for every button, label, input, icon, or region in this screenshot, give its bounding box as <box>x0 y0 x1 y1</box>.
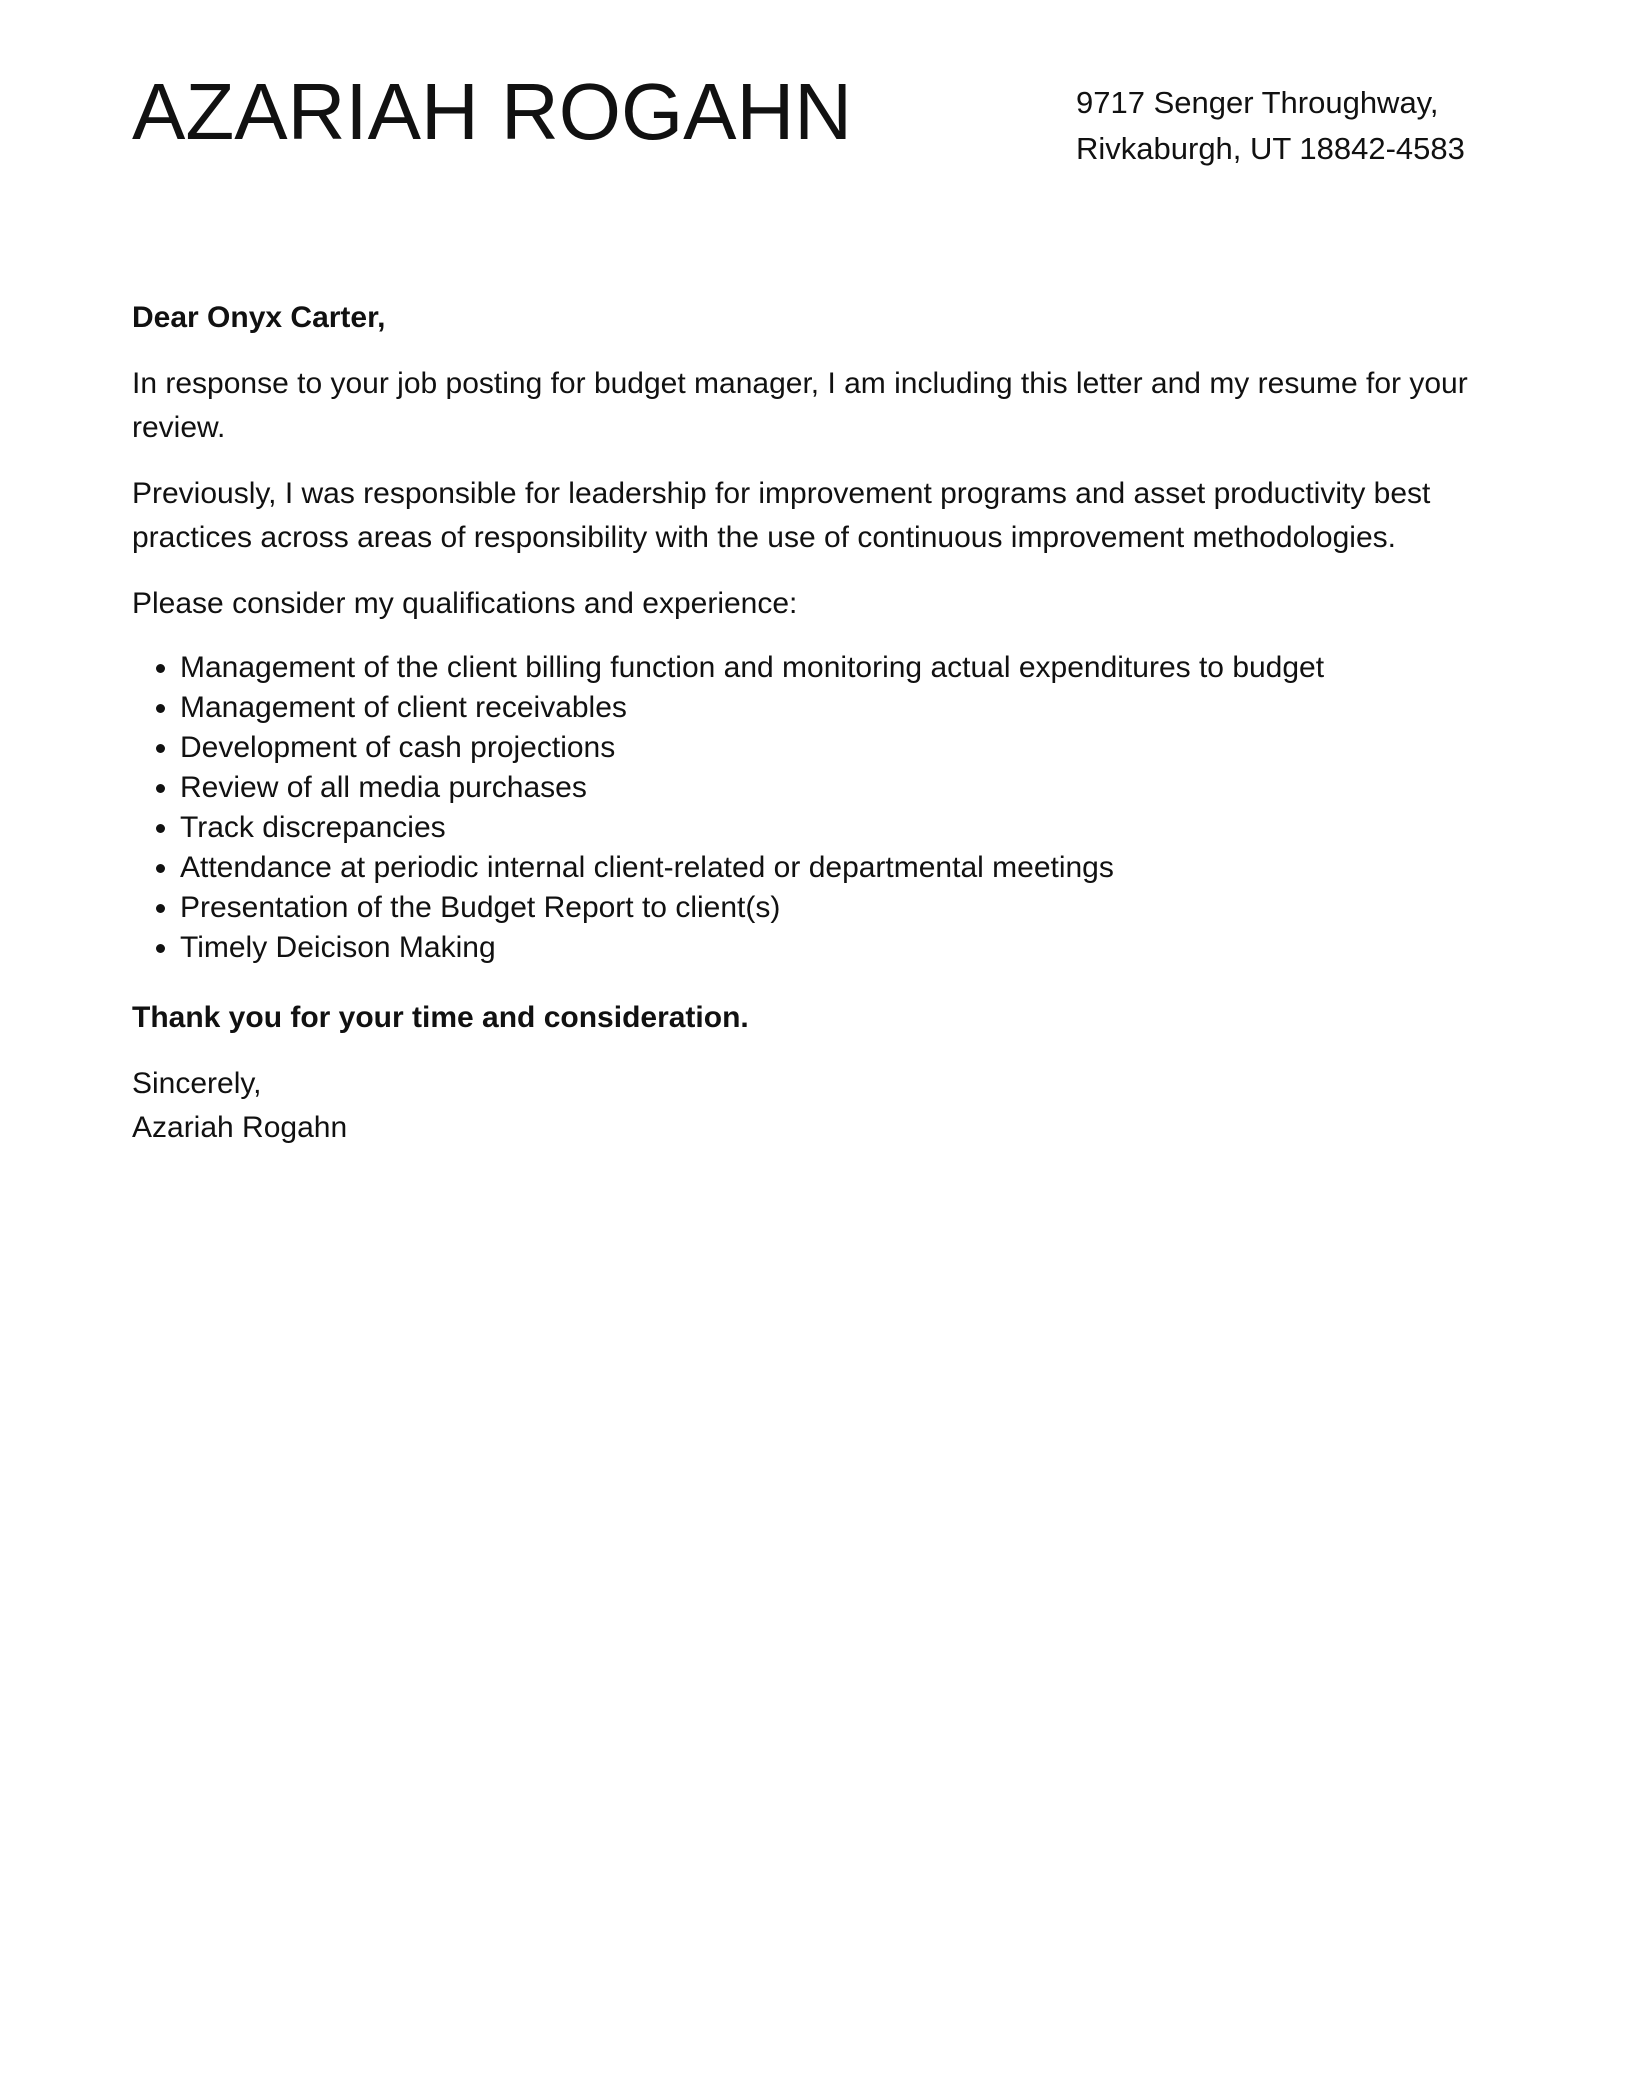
address-line-2: Rivkaburgh, UT 18842-4583 <box>1076 131 1465 166</box>
list-item: • Attendance at periodic internal client-related or departmental meetings <box>180 848 1502 888</box>
paragraph-qualifications-intro: Please consider my qualifications and experience: <box>132 587 798 620</box>
closing-block <box>132 1062 1502 1150</box>
applicant-name: AZARIAH ROGAHN <box>132 67 853 156</box>
salutation: Dear Onyx Carter, <box>132 301 386 334</box>
address-line-1: 9717 Senger Throughway, <box>1076 85 1439 120</box>
applicant-address <box>1076 80 1465 172</box>
list-item: • Management of the client billing function and monitoring actual expenditures to budget <box>180 648 1502 688</box>
list-item: • Presentation of the Budget Report to client(s) <box>180 888 1502 928</box>
list-item: • Development of cash projections <box>180 728 1502 768</box>
paragraph-experience: Previously, I was responsible for leadership for improvement programs and asset productivity best practices across areas of responsibility with the use of continuous improvement methodologies. <box>132 477 1431 554</box>
closing-phrase: Sincerely, <box>132 1067 262 1100</box>
list-item: • Review of all media purchases <box>180 768 1502 808</box>
list-item: • Timely Deicison Making <box>180 928 1502 968</box>
qualifications-list <box>132 648 1502 968</box>
thank-you-line: Thank you for your time and consideration. <box>132 1001 749 1034</box>
paragraph-intro: In response to your job posting for budget manager, I am including this letter and my resume for your review. <box>132 367 1468 444</box>
letter-body <box>132 296 1502 1150</box>
list-item: • Track discrepancies <box>180 808 1502 848</box>
signature-name: Azariah Rogahn <box>132 1111 348 1144</box>
list-item: • Management of client receivables <box>180 688 1502 728</box>
